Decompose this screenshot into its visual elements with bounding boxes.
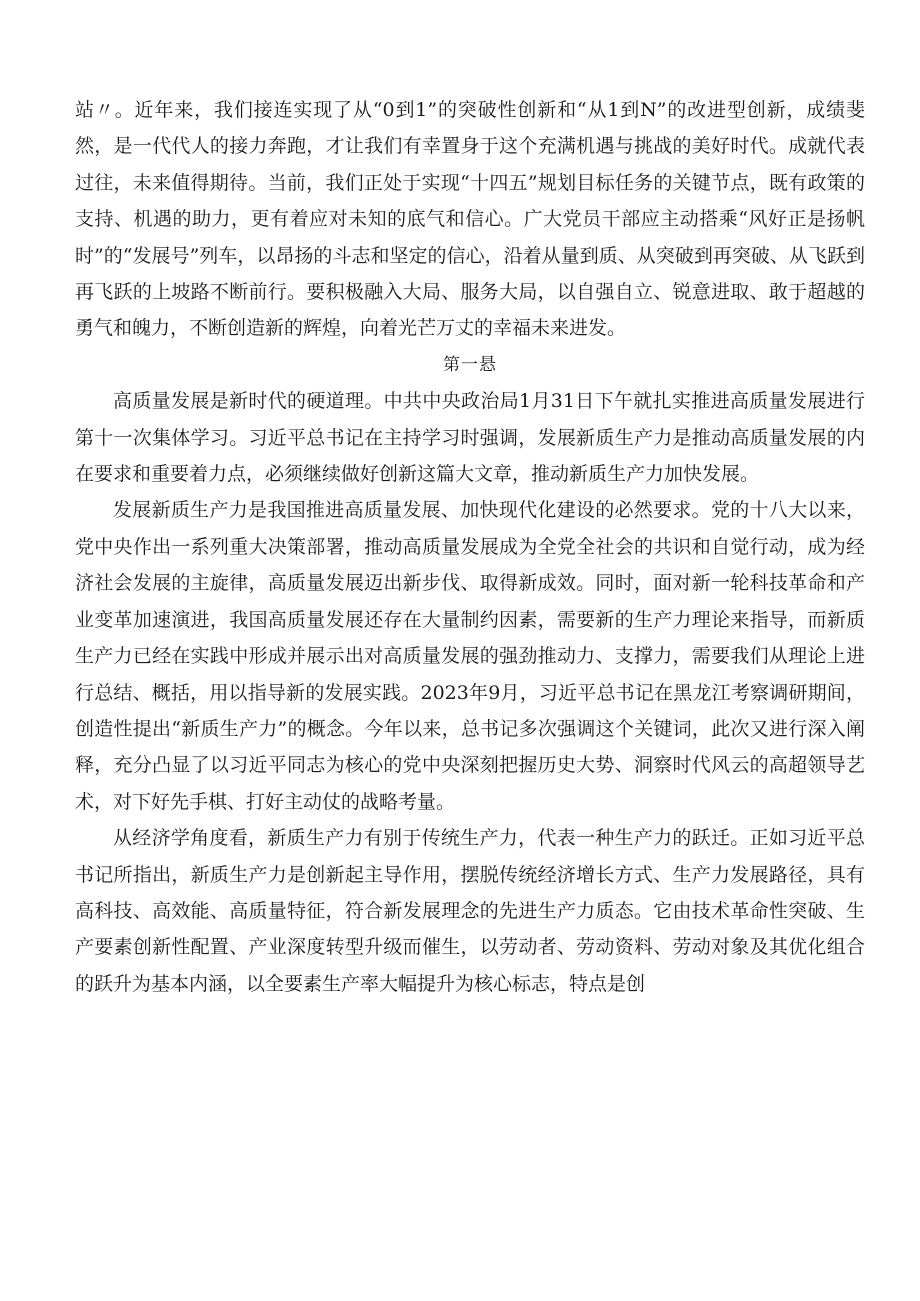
section-title: 第一悬 — [443, 354, 497, 375]
paragraph-1: 高质量发展是新时代的硬道理。中共中央政治局1月31日下午就扎实推进高质量发展进行第十一次集体学习。习近平总书记在主持学习时强调，发展新质生产力是推动高质量发展的内在要求和重要着力点，必须继续做好创新这篇大文章，推动新质生产力加快发展。 — [75, 390, 865, 486]
paragraph-3: 从经济学角度看，新质生产力有别于传统生产力，代表一种生产力的跃迁。正如习近平总书记所指出，新质生产力是创新起主导作用，摆脱传统经济增长方式、生产力发展路径，具有高科技、高效能、高质量特征，符合新发展理念的先进生产力质态。它由技术革命性突破、生产要素创新性配置、产业深度转型升级而催生，以劳动者、劳动资料、劳动对象及其优化组合的跃升为基本内涵，以全要素生产率大幅提升为核心标志，特点是创 — [75, 827, 865, 995]
document-page — [75, 92, 865, 1002]
opening-paragraph: 站〃。近年来，我们接连实现了从“0到1”的突破性创新和“从1到N”的改进型创新，成绩斐然，是一代代人的接力奔跑，才让我们有幸置身于这个充满机遇与挑战的美好时代。成就代表过往，未来值得期待。当前，我们正处于实现“十四五”规划目标任务的关键节点，既有政策的支持、机遇的助力，更有着应对未知的底气和信心。广大党员干部应主动搭乘“风好正是扬帆时”的“发展号”列车，以昂扬的斗志和坚定的信心，沿着从量到质、从突破到再突破、从飞跃到再飞跃的上坡路不断前行。要积极融入大局、服务大局，以自强自立、锐意进取、敢于超越的勇气和魄力，不断创造新的辉煌，向着光芒万丈的幸福未来进发。 — [75, 99, 865, 340]
paragraph-2: 发展新质生产力是我国推进高质量发展、加快现代化建设的必然要求。党的十八大以来，党中央作出一系列重大决策部署，推动高质量发展成为全党全社会的共识和自觉行动，成为经济社会发展的主旋律，高质量发展迈出新步伐、取得新成效。同时，面对新一轮科技革命和产业变革加速演进，我国高质量发展还存在大量制约因素，需要新的生产力理论来指导，而新质生产力已经在实践中形成并展示出对高质量发展的强劲推动力、支撑力，需要我们从理论上进行总结、概括，用以指导新的发展实践。2023年9月，习近平总书记在黑龙江考察调研期间，创造性提出“新质生产力”的概念。今年以来，总书记多次强调这个关键词，此次又进行深入阐释，充分凸显了以习近平同志为核心的党中央深刻把握历史大势、洞察时代风云的高超领导艺术，对下好先手棋、打好主动仗的战略考量。 — [75, 499, 865, 813]
